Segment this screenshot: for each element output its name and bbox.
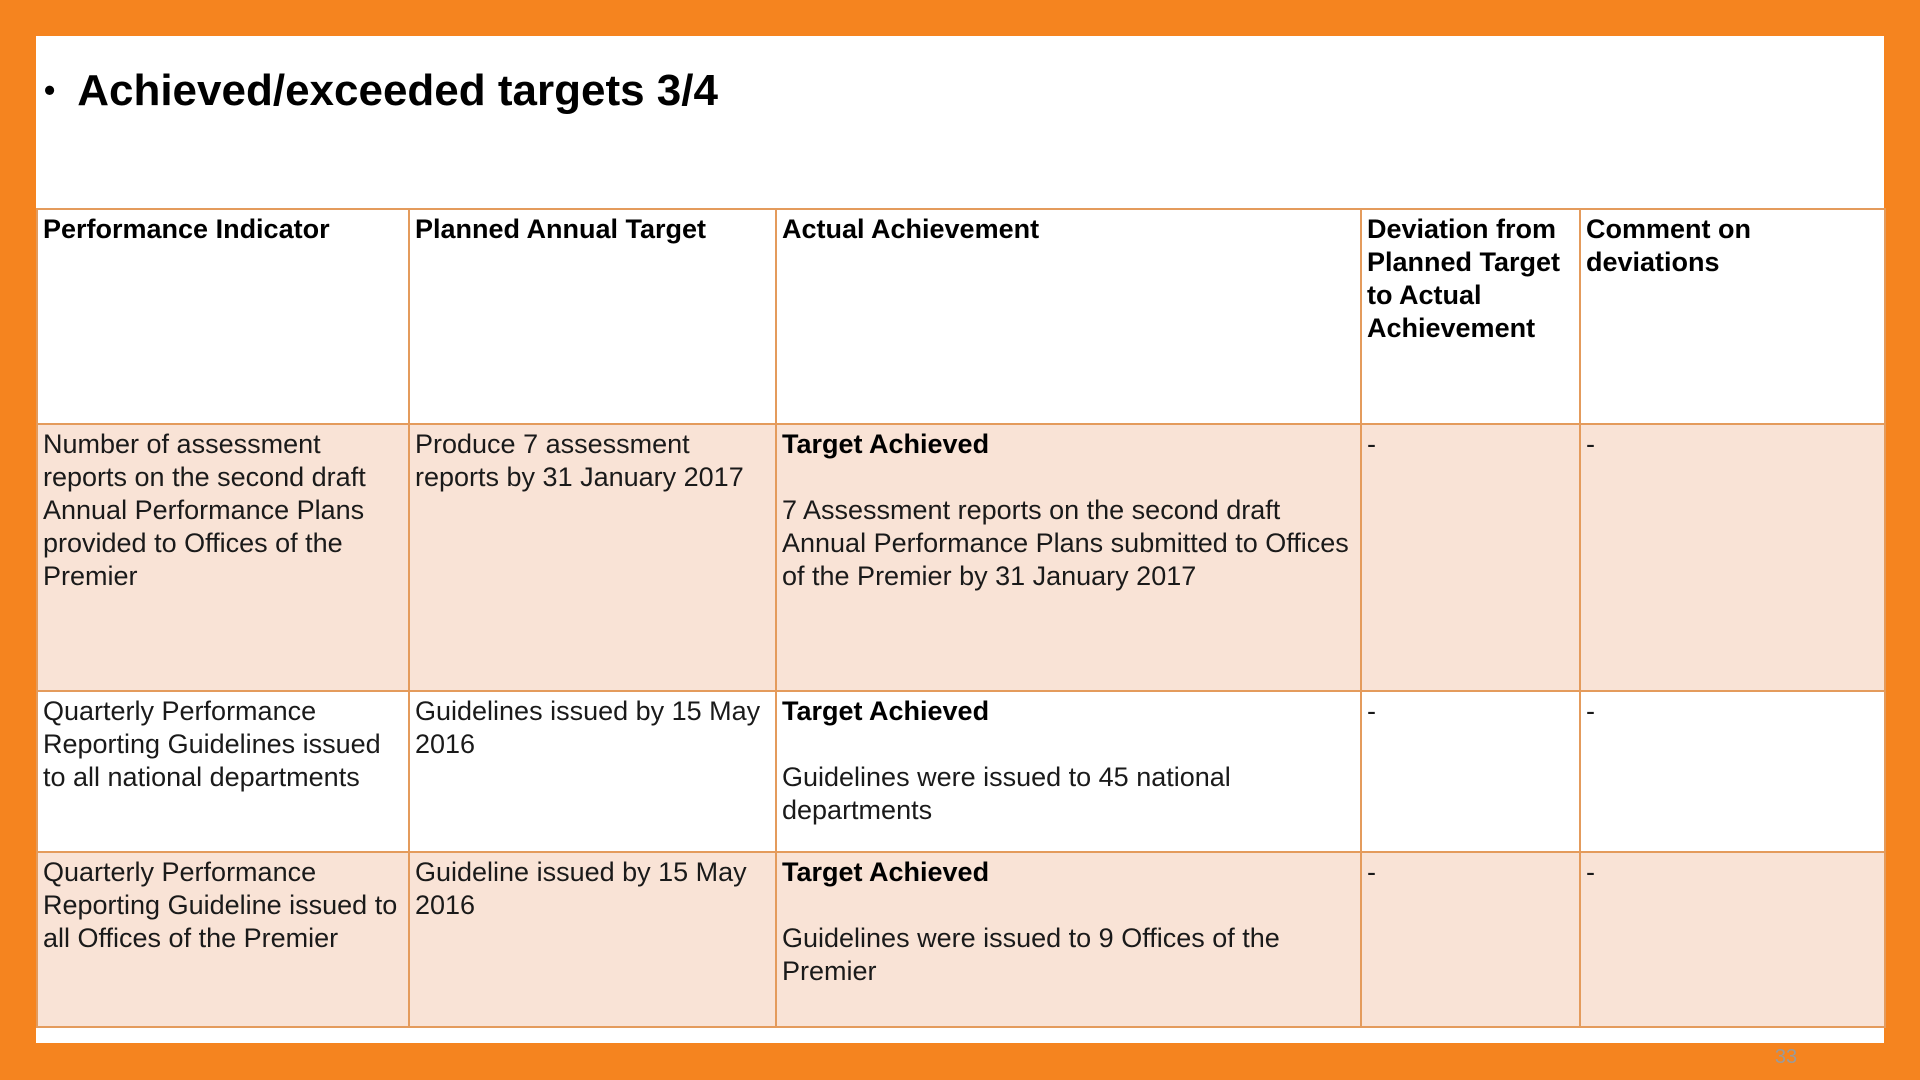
cell-indicator: Quarterly Performance Reporting Guidelines issued to all national departments [37, 691, 409, 852]
cell-indicator: Number of assessment reports on the second draft Annual Performance Plans provided to Offices of the Premier [37, 424, 409, 691]
title-bullet: • [44, 72, 56, 108]
achievement-status: Target Achieved [782, 696, 990, 726]
performance-table [36, 208, 1886, 1028]
table-header-row [37, 209, 1885, 424]
achievement-status: Target Achieved [782, 429, 990, 459]
cell-comment: - [1580, 691, 1885, 852]
cell-comment: - [1580, 852, 1885, 1027]
header-actual-achievement: Actual Achievement [776, 209, 1361, 424]
cell-achievement [776, 691, 1361, 852]
table-row [37, 424, 1885, 691]
achievement-detail: Guidelines were issued to 9 Offices of the Premier [782, 923, 1280, 986]
page-number: 33 [1774, 1046, 1798, 1068]
cell-comment: - [1580, 424, 1885, 691]
cell-deviation: - [1361, 691, 1580, 852]
cell-target: Guideline issued by 15 May 2016 [409, 852, 776, 1027]
header-deviation: Deviation from Planned Target to Actual Achievement [1361, 209, 1580, 424]
cell-deviation: - [1361, 424, 1580, 691]
header-planned-annual-target: Planned Annual Target [409, 209, 776, 424]
header-performance-indicator: Performance Indicator [37, 209, 409, 424]
slide-canvas [36, 36, 1884, 1068]
slide-title-row [44, 66, 718, 116]
achievement-detail: 7 Assessment reports on the second draft Annual Performance Plans submitted to Offices of the Premier by 31 January 2017 [782, 495, 1349, 591]
slide-title: Achieved/exceeded targets 3/4 [77, 66, 718, 115]
table-row [37, 852, 1885, 1027]
cell-achievement [776, 852, 1361, 1027]
achievement-status: Target Achieved [782, 857, 990, 887]
header-comment: Comment on deviations [1580, 209, 1885, 424]
cell-achievement [776, 424, 1361, 691]
cell-indicator: Quarterly Performance Reporting Guideline issued to all Offices of the Premier [37, 852, 409, 1027]
achievement-detail: Guidelines were issued to 45 national departments [782, 762, 1231, 825]
cell-target: Guidelines issued by 15 May 2016 [409, 691, 776, 852]
cell-target: Produce 7 assessment reports by 31 January 2017 [409, 424, 776, 691]
table-row [37, 691, 1885, 852]
cell-deviation: - [1361, 852, 1580, 1027]
